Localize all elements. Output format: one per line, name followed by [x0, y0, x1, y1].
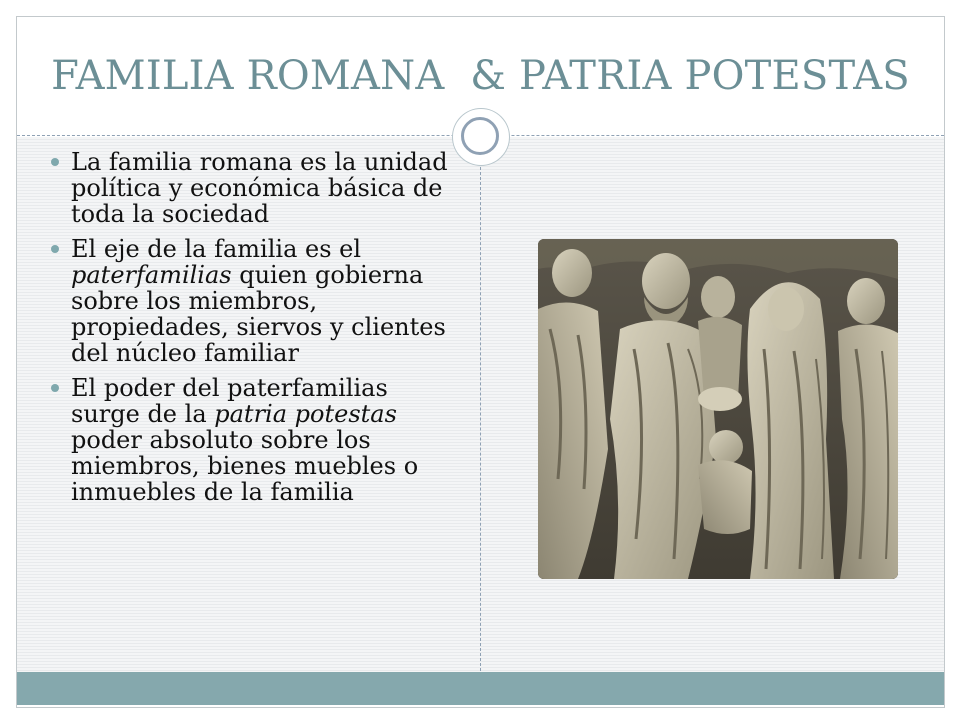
slide — [16, 16, 945, 708]
bullet-emphasis: patria potestas — [214, 400, 397, 428]
relief-sculpture-graphic — [538, 239, 898, 579]
bullet-emphasis: paterfamilias — [71, 261, 232, 289]
bullet-text: El poder del paterfamilias surge de la — [71, 374, 388, 428]
footer-bar — [17, 672, 944, 705]
bullet-text: El eje de la familia es el — [71, 235, 362, 263]
bullet-dot-icon — [51, 384, 59, 392]
column-divider — [480, 167, 481, 671]
bullet-dot-icon — [51, 158, 59, 166]
bullet-text: La familia romana es la unidad política y económica básica de toda la sociedad — [71, 148, 448, 228]
bullet-dot-icon — [51, 245, 59, 253]
roman-relief-image — [538, 239, 898, 579]
bullet-item — [45, 375, 455, 505]
bullet-item — [45, 236, 455, 366]
slide-title: FAMILIA ROMANA & PATRIA POTESTAS — [51, 53, 910, 99]
bullet-text: quien gobierna sobre los miembros, propiedades, siervos y clientes del núcleo familiar — [71, 261, 446, 367]
bullet-item — [45, 149, 455, 227]
bullet-list — [45, 149, 455, 514]
bullet-text: poder absoluto sobre los miembros, bienes muebles o inmuebles de la familia — [71, 426, 419, 506]
circle-ornament-icon — [453, 109, 509, 165]
